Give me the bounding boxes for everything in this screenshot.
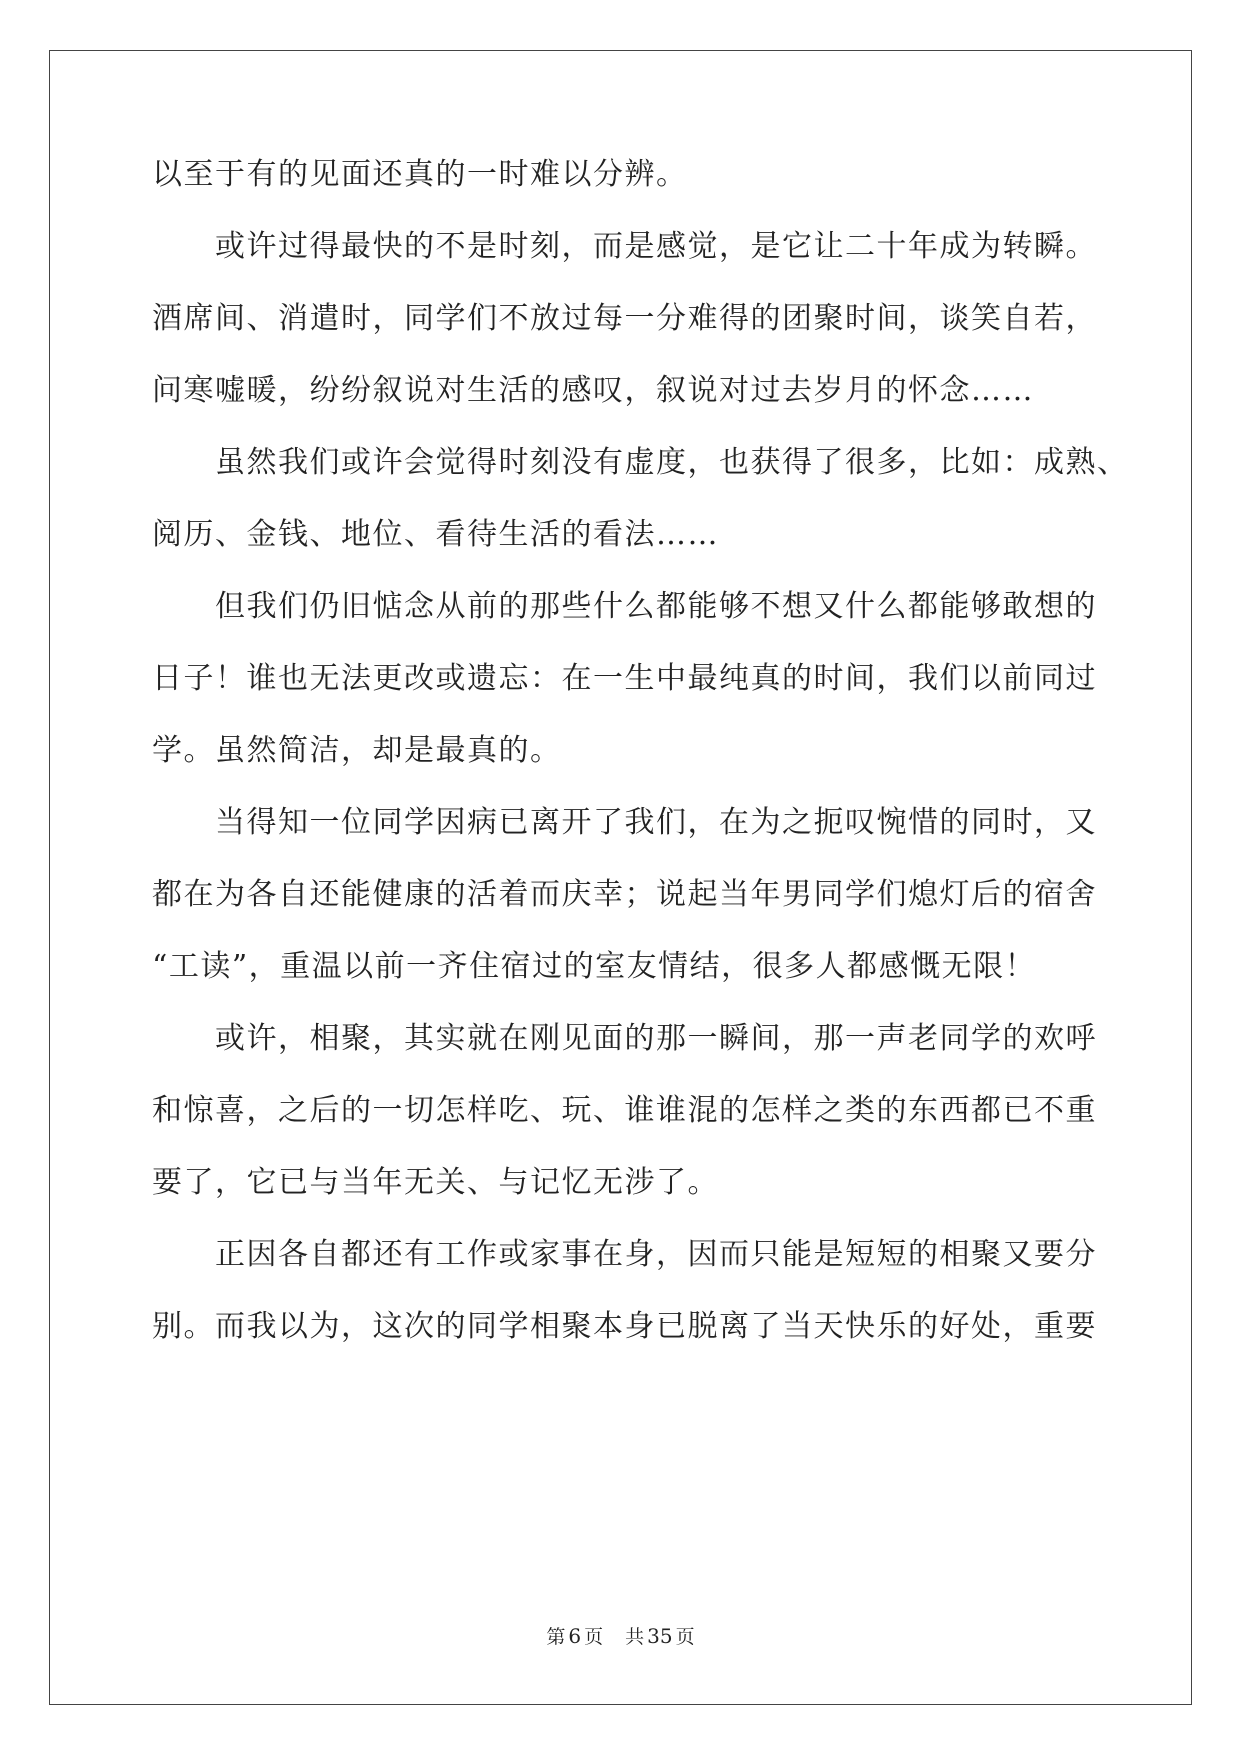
footer-total-pages: 35 (647, 1624, 673, 1648)
footer-total-prefix: 共 (625, 1626, 645, 1648)
text-line: 问寒嘘暖，纷纷叙说对生活的感叹，叙说对过去岁月的怀念…… (152, 373, 1034, 408)
text-line: 学。虽然简洁，却是最真的。 (152, 733, 562, 768)
text-line: 以至于有的见面还真的一时难以分辨。 (152, 157, 688, 192)
text-line: “工读”，重温以前一齐住宿过的室友情结，很多人都感慨无限！ (152, 949, 1037, 984)
paragraph-first-line: 或许过得最快的不是时刻，而是感觉，是它让二十年成为转瞬。 (215, 229, 1097, 264)
paragraph-first-line: 虽然我们或许会觉得时刻没有虚度，也获得了很多，比如：成熟、 (215, 445, 1129, 480)
text-line: 要了，它已与当年无关、与记忆无涉了。 (152, 1165, 719, 1200)
footer-total-unit: 页 (675, 1626, 695, 1648)
paragraph-first-line: 但我们仍旧惦念从前的那些什么都能够不想又什么都能够敢想的 (215, 589, 1097, 624)
text-line: 酒席间、消遣时，同学们不放过每一分难得的团聚时间，谈笑自若， (152, 301, 1097, 336)
paragraph-first-line: 正因各自都还有工作或家事在身，因而只能是短短的相聚又要分 (215, 1237, 1097, 1272)
footer-page-number: 6 (568, 1624, 582, 1648)
paragraph-first-line: 当得知一位同学因病已离开了我们，在为之扼叹惋惜的同时，又 (215, 805, 1097, 840)
text-line: 和惊喜，之后的一切怎样吃、玩、谁谁混的怎样之类的东西都已不重 (152, 1093, 1097, 1128)
text-line: 阅历、金钱、地位、看待生活的看法…… (152, 517, 719, 552)
text-line: 日子！谁也无法更改或遗忘：在一生中最纯真的时间，我们以前同过 (152, 661, 1097, 696)
text-line: 都在为各自还能健康的活着而庆幸；说起当年男同学们熄灯后的宿舍 (152, 877, 1097, 912)
footer-page-unit: 页 (584, 1626, 604, 1648)
footer-page-prefix: 第 (546, 1626, 566, 1648)
paragraph-first-line: 或许，相聚，其实就在刚见面的那一瞬间，那一声老同学的欢呼 (215, 1021, 1097, 1056)
text-line: 别。而我以为，这次的同学相聚本身已脱离了当天快乐的好处，重要 (152, 1309, 1097, 1344)
page-footer (0, 1624, 1241, 1649)
